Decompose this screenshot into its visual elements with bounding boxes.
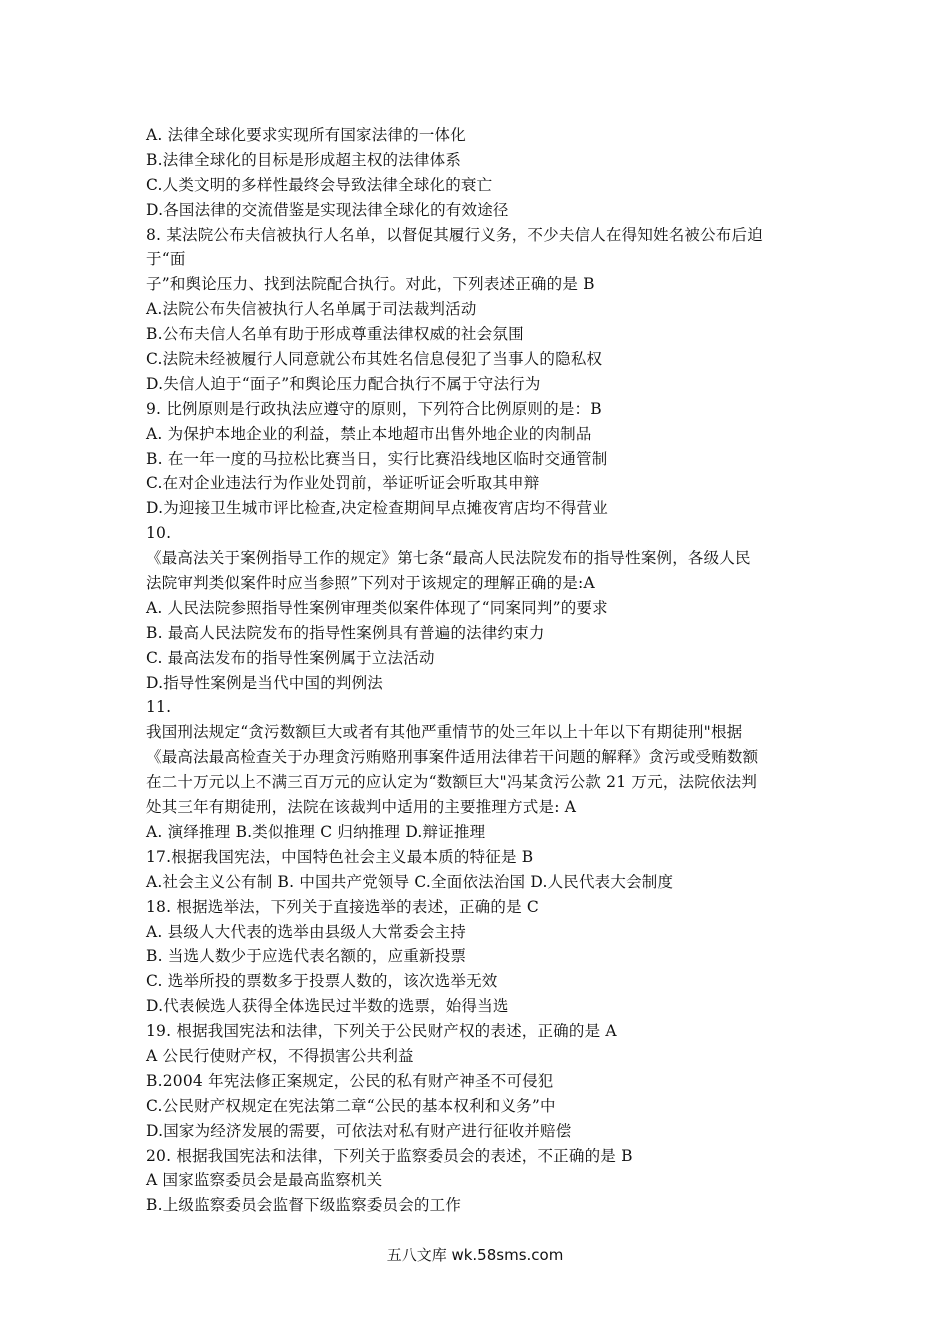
- text-line: 《最高法最高检查关于办理贪污贿赂刑事案件适用法律若干问题的解释》贪污或受贿数额: [146, 748, 759, 767]
- text-line: 11.: [146, 698, 172, 717]
- text-line: C.法院未经被履行人同意就公布其姓名信息侵犯了当事人的隐私权: [146, 350, 603, 369]
- text-line: C.在对企业违法行为作业处罚前，举证听证会听取其申辩: [146, 474, 540, 493]
- text-line: D.失信人迫于“面子”和舆论压力配合执行不属于守法行为: [146, 374, 541, 393]
- text-line: 法院审判类似案件时应当参照”下列对于该规定的理解正确的是:A: [146, 574, 595, 593]
- text-line: 处其三年有期徒刑，法院在该裁判中适用的主要推理方式是: A: [146, 798, 577, 817]
- text-line: A. 演绎推理 B.类似推理 C 归纳推理 D.辩证推理: [146, 822, 486, 841]
- text-line: 9. 比例原则是行政执法应遵守的原则，下列符合比例原则的是：B: [146, 399, 602, 418]
- text-line: C. 最高法发布的指导性案例属于立法活动: [146, 648, 435, 667]
- text-line: D.为迎接卫生城市评比检查,决定检查期间早点摊夜宵店均不得营业: [146, 499, 608, 518]
- text-line: 于“面: [146, 250, 186, 269]
- text-line: 17.根据我国宪法，中国特色社会主义最本质的特征是 B: [146, 847, 534, 866]
- text-line: 8. 某法院公布夫信被执行人名单，以督促其履行义务，不少夫信人在得知姓名被公布后迫: [146, 225, 763, 244]
- text-line: 我国刑法规定“贪污数额巨大或者有其他严重情节的处三年以上十年以下有期徒刑"根据: [146, 723, 743, 742]
- text-line: 18. 根据选举法，下列关于直接选举的表述，正确的是 C: [146, 897, 539, 916]
- text-line: B.法律全球化的目标是形成超主权的法律体系: [146, 150, 462, 169]
- text-line: B. 在一年一度的马拉松比赛当日，实行比赛沿线地区临时交通管制: [146, 449, 608, 468]
- text-line: A. 法律全球化要求实现所有国家法律的一体化: [146, 126, 466, 144]
- text-line: 20. 根据我国宪法和法律，下列关于监察委员会的表述，不正确的是 B: [146, 1146, 633, 1165]
- text-line: D.指导性案例是当代中国的判例法: [146, 673, 384, 692]
- text-line: C.人类文明的多样性最终会导致法律全球化的衰亡: [146, 175, 493, 194]
- text-line: D.代表候选人获得全体选民过半数的选票，始得当选: [146, 997, 509, 1016]
- text-line: B. 当选人数少于应选代表名额的，应重新投票: [146, 947, 467, 966]
- text-line: 19. 根据我国宪法和法律，下列关于公民财产权的表述，正确的是 A: [146, 1022, 617, 1041]
- text-line: A. 县级人大代表的选举由县级人大常委会主持: [146, 922, 466, 941]
- document-body: [146, 123, 816, 1218]
- text-line: A.社会主义公有制 B. 中国共产党领导 C.全面依法治国 D.人民代表大会制度: [146, 872, 674, 891]
- text-line: C. 选举所投的票数多于投票人数的，该次选举无效: [146, 972, 498, 991]
- text-line: A.法院公布失信被执行人名单属于司法裁判活动: [146, 300, 477, 319]
- text-line: A. 为保护本地企业的利益，禁止本地超市出售外地企业的肉制品: [146, 424, 592, 443]
- text-line: D.各国法律的交流借鉴是实现法律全球化的有效途径: [146, 200, 509, 219]
- footer-watermark: 五八文库 wk.58sms.com: [386, 1246, 564, 1264]
- text-line: B. 最高人民法院发布的指导性案例具有普遍的法律约束力: [146, 623, 545, 642]
- text-line: B.上级监察委员会监督下级监察委员会的工作: [146, 1196, 462, 1215]
- text-line: A. 人民法院参照指导性案例审理类似案件体现了“同案同判”的要求: [146, 598, 608, 617]
- text-line: 在二十万元以上不满三百万元的应认定为“数额巨大"冯某贪污公款 21 万元，法院依法判: [146, 773, 758, 792]
- text-line: 10.: [146, 524, 172, 543]
- text-line: D.国家为经济发展的需要，可依法对私有财产进行征收并赔偿: [146, 1121, 572, 1140]
- text-line: B.公布夫信人名单有助于形成尊重法律权威的社会氛围: [146, 325, 524, 344]
- text-line: C.公民财产权规定在宪法第二章“公民的基本权利和义务”中: [146, 1096, 556, 1115]
- text-line: A 国家监察委员会是最高监察机关: [146, 1171, 383, 1190]
- text-line: 《最高法关于案例指导工作的规定》第七条“最高人民法院发布的指导性案例，各级人民: [146, 549, 751, 568]
- text-line: 子”和舆论压力、找到法院配合执行。对此，下列表述正确的是 B: [146, 275, 595, 294]
- text-line: A 公民行使财产权，不得损害公共利益: [146, 1046, 414, 1065]
- text-line: B.2004 年宪法修正案规定，公民的私有财产神圣不可侵犯: [146, 1071, 554, 1090]
